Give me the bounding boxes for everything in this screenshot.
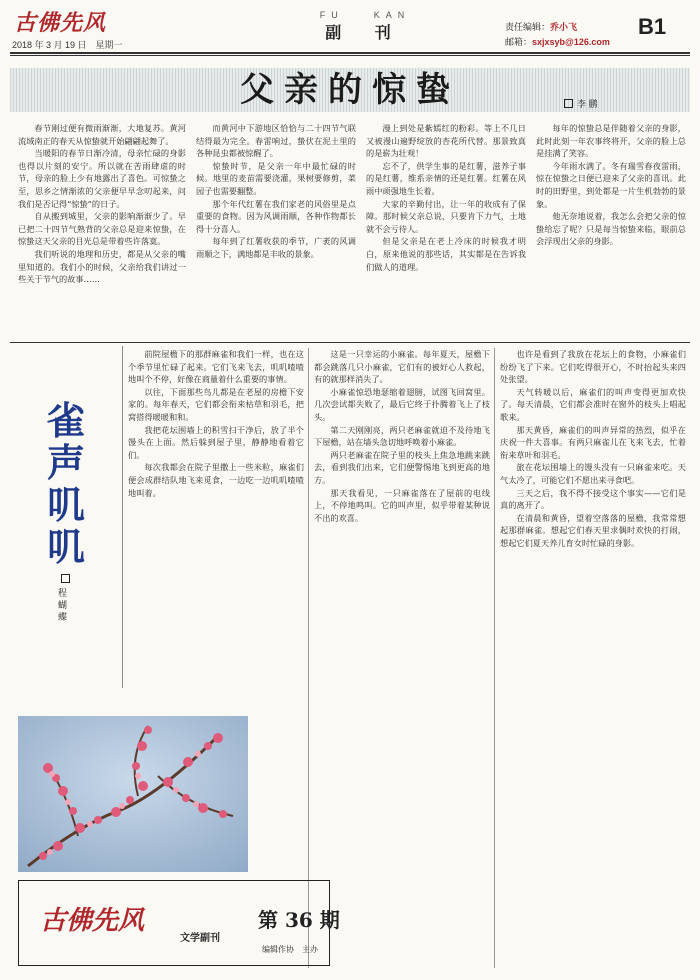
paragraph: 我把花坛围墙上的积雪扫干净后，放了半个馒头在上面。然后躲到屋子里，静静地看着它们。 <box>128 424 304 460</box>
article2-author <box>58 574 72 623</box>
paragraph: 大家的辛勤付出，让一年的收成有了保障。那时候父亲总说，只要肯下力气，土地就不会亏待人。 <box>366 198 526 234</box>
paragraph: 而黄河中下游地区恰恰与二十四节气联结得最为完全。春雷响过，蛰伏在泥土里的各种昆虫都被惊醒了。 <box>196 123 356 159</box>
article1-column-4 <box>536 122 686 336</box>
editor-name: 乔小飞 <box>550 22 578 32</box>
footer-logo: 古佛先风 <box>40 906 145 936</box>
email-address[interactable]: sxjxsyb@126.com <box>532 37 610 47</box>
article-author <box>564 97 598 110</box>
issue-number: 第 36 期 <box>258 908 340 932</box>
paragraph: 春节刚过便有微雨渐渐，大地复苏。黄河流域南正的春天从惊蛰就开始翩翩起舞了。 <box>18 123 186 146</box>
paragraph: 当暖阳的春节日渐冷清，母亲忙碌的身影也得以片刻的安宁。所以就在苦雨肆虐的时节，母亲的脸上少有地露出了喜色。可惊蛰之至，思乡之情渐浓的父亲便早早念叨起来，问我们是否记得“惊蛰”的日子。 <box>18 148 186 209</box>
paragraph: 两只老麻雀在院子里的枝头上焦急地跳来跳去，看到我们出来，它们便警惕地飞到更高的地方。 <box>314 449 490 485</box>
paragraph: 也许是看到了我放在花坛上的食物，小麻雀们纷纷飞了下来。它们吃得很开心，不时抬起头来四处张望。 <box>500 349 686 385</box>
paragraph: 在清晨和黄昏，望着空落落的屋檐，我常常想起那群麻雀。想起它们春天里求偶时欢快的打闹，想起它们夏天养儿育女时忙碌的身影。 <box>500 512 686 548</box>
footer-organizer: 编辑作协 主办 <box>262 945 318 954</box>
blossom-illustration <box>18 716 248 872</box>
paragraph: 我们听说的地理和历史，都是从父亲的嘴里知道的。我们小的时候，父亲给我们讲过一些关于节气的故事…… <box>18 248 186 285</box>
header-divider-thin <box>10 55 690 56</box>
column-divider <box>494 348 495 968</box>
paragraph: 前院屋檐下的那群麻雀和我们一样，也在这个季节里忙碌了起来。它们飞来飞去，叽叽喳喳地叫个不停，好像在商量着什么重要的事情。 <box>128 349 304 385</box>
paragraph: 自从搬到城里，父亲的影响渐渐少了。早已把二十四节气熟背的父亲总是迎来惊蛰，在惊蛰这天父亲的目光总是带着些许落寞。 <box>18 211 186 247</box>
paragraph: 漫上到处是紫嫣红的粉彩。等上不几日又被漫山遍野绽放的杏花所代替。那景致真的是崭为壮观！ <box>366 123 526 159</box>
article1-column-2 <box>196 122 356 336</box>
paragraph: 天气转暖以后，麻雀们的叫声变得更加欢快了。每天清晨，它们都会准时在窗外的枝头上唱起歌来。 <box>500 386 686 422</box>
article1-column-1 <box>18 122 186 336</box>
paragraph: 以往，下面那些鸟儿都是在老屋的房檐下安家的。每年春天，它们都会衔来枯草和羽毛，把窝搭得暖暖和和。 <box>128 386 304 422</box>
paragraph: 今年雨水满了。冬有瑞雪春夜雷雨，惊在惊蛰之日便已迎来了父亲的喜讯。此时的田野里，到处都是一片生机勃勃的景象。 <box>536 160 686 209</box>
paragraph: 小麻雀惊恐地瑟缩着翅膀，试图飞回窝里。几次尝试都失败了，最后它终于扑腾着飞上了枝头。 <box>314 386 490 422</box>
paragraph: 那天黄昏，麻雀们的叫声异常的热烈，似乎在庆祝一件大喜事。有两只麻雀儿在飞来飞去，忙着衔来草叶和羽毛。 <box>500 424 686 460</box>
editor-info <box>505 20 610 50</box>
author-marker-icon <box>61 574 70 583</box>
author-name: 李 鹏 <box>577 99 598 109</box>
paragraph: 那天我看见，一只麻雀落在了屋前的电线上，不停地鸣叫。它的叫声里，似乎带着某种说不出的欢喜。 <box>314 487 490 523</box>
editor-label: 责任编辑： <box>505 22 551 32</box>
email-label: 邮箱： <box>505 37 533 47</box>
footer-section-label: 文学副刊 <box>180 933 220 944</box>
section-label-en: FU KAN <box>319 10 411 20</box>
article2-title: 雀声叽叽 <box>46 399 85 569</box>
article2-column-3 <box>500 348 686 968</box>
author-marker-icon <box>564 99 573 108</box>
paragraph: 每年到了红薯收获的季节，广袤的风调雨顺之下，满地都是丰收的景象。 <box>196 236 356 259</box>
paragraph: 旅在花坛围墙上的馒头没有一只麻雀来吃。天气太冷了，可能它们不愿出来寻食吧。 <box>500 462 686 485</box>
paragraph: 每年的惊蛰总是伴随着父亲的身影，此时此刻一年农事终将开，父亲的脸上总是挂满了笑容。 <box>536 123 686 159</box>
issue-date: 2018 年 3 月 19 日 星期一 <box>12 40 123 50</box>
paragraph: 他无奈地说着，我怎么会把父亲的惊蛰给忘了呢？只是每当惊蛰来临，眼前总会浮现出父亲的身影。 <box>536 211 686 247</box>
column-divider <box>308 348 309 968</box>
paragraph: 那个年代红薯在我们家老的风俗里是点重要的食物。因为风调雨顺，各种作物都长得十分喜人。 <box>196 198 356 234</box>
masthead-logo: 古佛先风 <box>14 10 107 36</box>
paragraph: 但是父亲是在老上冷床的时候我才明白，原来他说的那些话，其实都是在告诉我们做人的道理。 <box>366 236 526 272</box>
author-name: 程蝴蝶 <box>58 588 68 622</box>
paragraph: 三天之后，我不得不接受这个事实——它们是真的离开了。 <box>500 487 686 511</box>
header-divider <box>10 52 690 54</box>
page-number: B1 <box>638 14 667 39</box>
paragraph: 忘不了，供学生事的是红薯，滋养子事的是红薯，维系亲情的还是红薯。红薯在风雨中顽强地生长着。 <box>366 160 526 196</box>
paragraph: 这是一只幸运的小麻雀。每年夏天，屋檐下都会跳落几只小麻雀，它们有的被好心人救起，有的就那样消失了。 <box>314 349 490 385</box>
article2-column-1 <box>128 348 304 708</box>
article1-column-3 <box>366 122 526 336</box>
paragraph: 惊蛰时节，是父亲一年中最忙碌的时候。地里的麦苗需要浇灌，果树要修剪，菜园子也需要翻整。 <box>196 160 356 196</box>
section-divider <box>10 342 690 343</box>
peach-blossom-photo <box>18 716 248 872</box>
article2-column-2 <box>314 348 490 968</box>
paragraph: 每次我都会在院子里撒上一些米粒，麻雀们便会成群结队地飞来觅食，一边吃一边叽叽喳喳地叫着。 <box>128 462 304 498</box>
section-label: 副 刊 <box>325 23 405 42</box>
article-title: 父亲的惊蛰 <box>240 70 460 110</box>
paragraph: 第二天刚刚亮，两只老麻雀就迫不及待地飞下屋檐，站在墙头急切地呼唤着小麻雀。 <box>314 424 490 448</box>
